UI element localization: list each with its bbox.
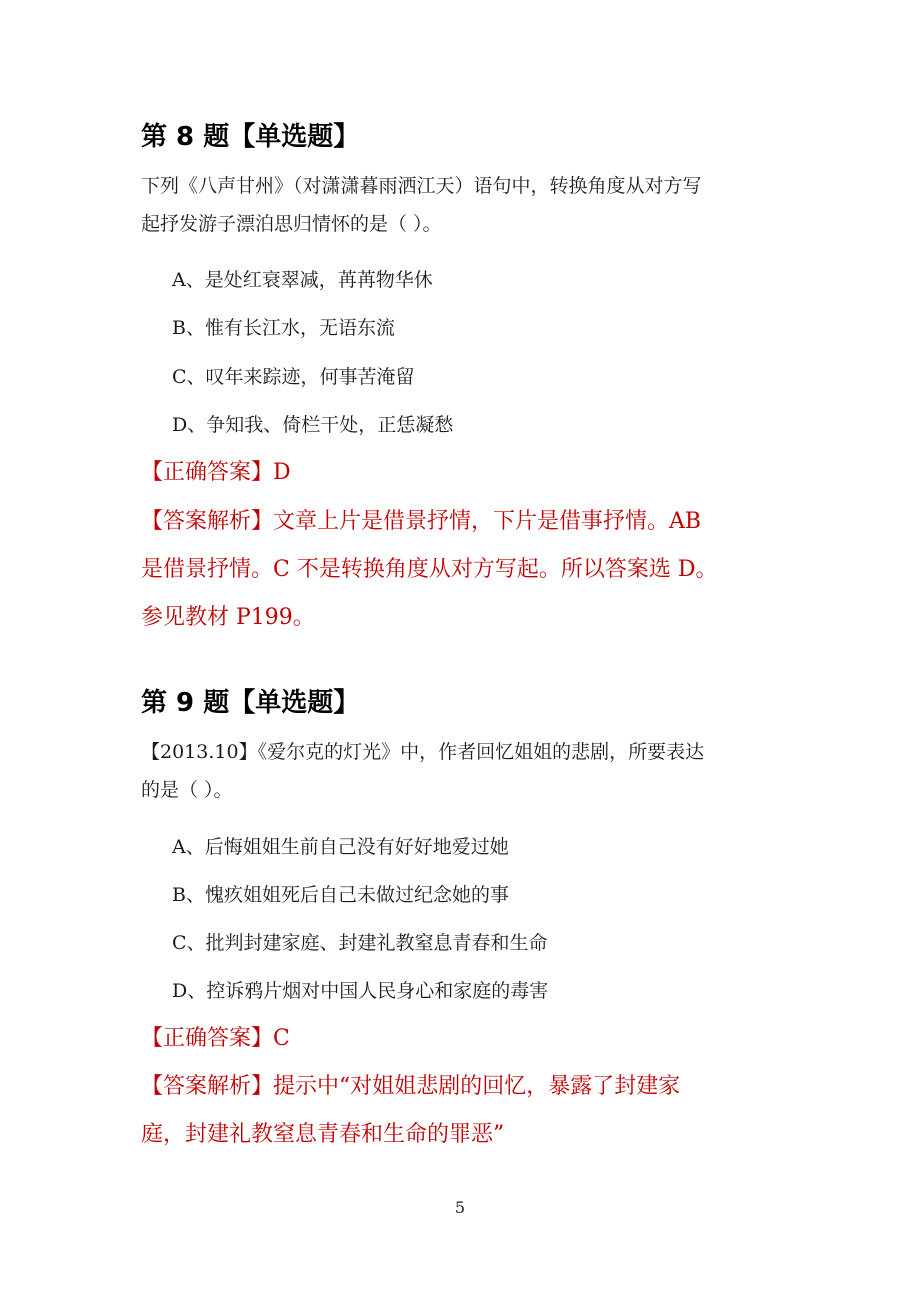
- question-9-stem-line-1: 【2013.10】《爱尔克的灯光》中，作者回忆姐姐的悲剧，所要表达: [141, 741, 705, 763]
- question-8-option-c: C、叹年来踪迹，何事苦淹留: [172, 366, 415, 388]
- question-9-answer: 【正确答案】C: [141, 1026, 290, 1051]
- question-8-title: 第 8 题【单选题】: [141, 122, 360, 152]
- question-9-analysis-line-1: 【答案解析】提示中“对姐姐悲剧的回忆，暴露了封建家: [141, 1074, 681, 1099]
- question-8-analysis: [141, 498, 717, 642]
- question-8-analysis-line-1: 【答案解析】文章上片是借景抒情，下片是借事抒情。AB: [141, 509, 702, 534]
- question-8-stem: [141, 167, 781, 243]
- question-8-stem-line-2: 起抒发游子漂泊思归情怀的是（ ）。: [141, 213, 442, 235]
- question-8-option-d: D、争知我、倚栏干处，正恁凝愁: [172, 414, 454, 436]
- question-8-analysis-line-3: 参见教材 P199。: [141, 605, 315, 630]
- question-9-stem-line-2: 的是（ ）。: [141, 779, 233, 801]
- question-9-option-b: B、愧疚姐姐死后自己未做过纪念她的事: [172, 884, 509, 906]
- page-number: 5: [454, 1198, 466, 1217]
- question-9-analysis: [141, 1063, 680, 1159]
- question-8-stem-line-1: 下列《八声甘州》（对潇潇暮雨洒江天）语句中，转换角度从对方写: [141, 175, 702, 197]
- question-9-stem: [141, 733, 781, 809]
- question-9-analysis-line-2: 庭，封建礼教窒息青春和生命的罪恶”: [141, 1122, 505, 1147]
- question-8-answer: 【正确答案】D: [141, 460, 291, 485]
- question-9-option-c: C、批判封建家庭、封建礼教窒息青春和生命: [172, 932, 548, 954]
- question-8-analysis-line-2: 是借景抒情。C 不是转换角度从对方写起。所以答案选 D。: [141, 557, 718, 582]
- question-9-title: 第 9 题【单选题】: [141, 688, 360, 718]
- question-9-option-d: D、控诉鸦片烟对中国人民身心和家庭的毒害: [172, 980, 549, 1002]
- question-8-option-b: B、惟有长江水，无语东流: [172, 317, 395, 339]
- question-9-option-a: A、后悔姐姐生前自己没有好好地爱过她: [172, 836, 509, 858]
- question-8-option-a: A、是处红衰翠减，苒苒物华休: [172, 269, 433, 291]
